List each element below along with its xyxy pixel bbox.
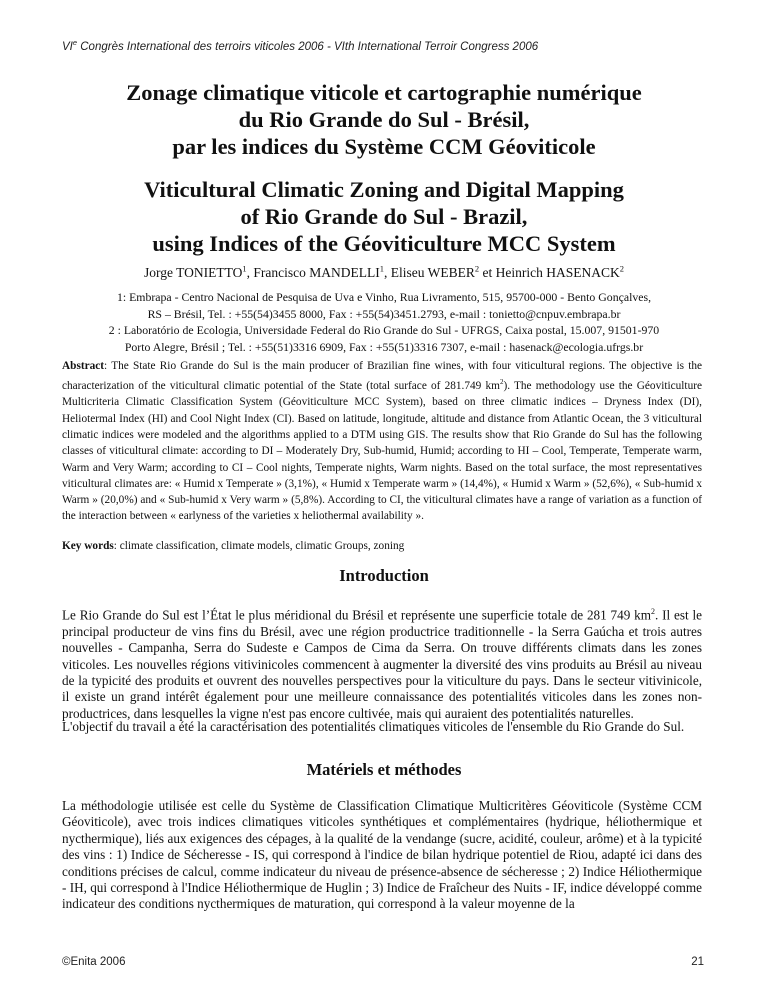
header-roman: VI — [62, 40, 73, 53]
title-fr-line: Zonage climatique viticole et cartographie numérique — [126, 80, 642, 105]
footer-copyright: ©Enita 2006 — [62, 956, 126, 968]
intro-paragraph: Le Rio Grande do Sul est l’État le plus méridional du Brésil et représente une superficie totale de 281 749 $km^2$. Il est le principal producteur de vins fins du Brésil, avec une région productrice traditionnelle - la Serra Gaúcha et trois autres nouvelles - Campanha, Serra do Sudeste e Campos de Cima da Serra. On trouve différents climats dans les zones viticoles. Les nouvelles régions vitivinicoles commencent à augmenter la diversité des vins produits au Brésil au niveau de la typicité des produits et ouvrent des nouvelles perspectives pour la viticulture du pays. Dans le secteur vitivinicole, il existe un grand intérêt également pour une meilleure connaissance des potentialités viticoles dans les zones non-productrices, dans lesquelles la vigne n'est pas encore cultivée, mais qui auraient des potentialités naturelles. — [62, 607, 702, 721]
methods-paragraph: La méthodologie utilisée est celle du Système de Classification Climatique Multicritères Géoviticole (Système CCM Géoviticole), avec trois indices climatiques viticoles synthétiques et complémentaires (hydrique, héliothermique et nycthermique), liés aux exigences des cépages, à la qualité de la vendange (sucre, acidité, couleur, arôme) et à la typicité des vins : 1) Indice de Sécheresse - IS, qui correspond à l'indice de bilan hydrique potentiel de Riou, adapté ici dans des conditions précises de calcul, comme indicateur du niveau de présence-absence de sécheresse ; 2) Indice Héliothermique - IH, qui correspond à l'Indice Héliothermique de Huglin ; 3) Indice de Fraîcheur des Nuits - IF, indice développé comme indicateur des conditions nycthermiques de maturation, qui correspond à la valeur moyenne de la — [62, 798, 702, 912]
header-ordinal: e — [72, 38, 78, 47]
title-english — [0, 176, 768, 257]
intro-paragraph: L'objectif du travail a été la caractérisation des potentialités climatiques viticoles de l'ensemble du Rio Grande do Sul. — [62, 719, 685, 734]
author: Eliseu WEBER$^2$ et — [390, 263, 496, 280]
title-en-line: using Indices of the Géoviticulture MCC System — [152, 231, 616, 256]
abstract: Abstract: The State Rio Grande do Sul is the main producer of Brazilian fine wines, with four viticultural regions. The objective is the characterization of the viticultural climatic potential of the State (total surface of 281.749 $km^2$). The methodology use the Géoviticulture Multicriteria Climatic Classification System (Géoviticulture MCC System), based on three climatic indices – Dryness Index (DI), Heliotermal Index (HI) and Cool Night Index (CI). Based on latitude, longitude, altitude and distance from Atlantic Ocean, the 3 viticultural climatic indices were modeled and the algorithms applied to a DTM using GIS. The results show that Rio Grande do Sul has the following classes of viticultural climate: according to DI – Moderately Dry, Sub-humid, Humid; according to HI – Cool, Temperate, Temperate warm, Warm and Very Warm; according to CI – Cool nights, Temperate nights, Warm nights. Based on the total surface, the most representatives viticultural climates are: « Humid x Temperate » (3,1%), « Humid x Temperate warm » (14,4%), « Humid x Warm » (52,6%), « Sub-humid x Warm » (20,0%) and « Sub-humid x Very warm » (5,8%). According to CI, the viticultural climates have a range of variation as a function of the interaction between « earlyness of the varieties x heliothermal availability ». — [62, 360, 702, 523]
author: Francisco MANDELLI$^1$, — [253, 263, 391, 280]
keywords: Key words: climate classification, climate models, climatic Groups, zoning — [62, 540, 405, 552]
author-list — [0, 263, 768, 281]
title-fr-line: par les indices du Système CCM Géoviticole — [172, 134, 596, 159]
title-french — [0, 79, 768, 160]
header-text: Congrès International des terroirs viticoles 2006 - VIth International Terroir Congress 2006 — [77, 40, 539, 53]
title-en-line: of Rio Grande do Sul - Brazil, — [240, 204, 528, 229]
title-en-line: Viticultural Climatic Zoning and Digital Mapping — [144, 177, 624, 202]
title-fr-line: du Rio Grande do Sul - Brésil, — [238, 107, 530, 132]
affiliation-2: 2 : Laboratório de Ecologia, Universidade Federal do Rio Grande do Sul - UFRGS, Caixa postal, 15.007, 91501-970 Porto Alegre, Brésil ; Tel. : +55(51)3316 6909, Fax : +55(51)3316 7307, e-mail : hasenack@ecologia.ufrgs.br — [108, 323, 660, 354]
page-number: 21 — [691, 956, 704, 968]
keywords-label: Key words — [62, 540, 114, 552]
abstract-label: Abstract — [62, 360, 105, 372]
author: Heinrich HASENACK$^2$ — [495, 263, 624, 280]
affiliation-1: 1: Embrapa - Centro Nacional de Pesquisa de Uva e Vinho, Rua Livramento, 515, 95700-000 - Bento Gonçalves, RS – Brésil, Tel. : +55(54)3455 8000, Fax : +55(54)3451.2793, e-mail : tonietto@cnpuv.embrapa.br — [116, 290, 652, 321]
author: Jorge TONIETTO$^1$, — [144, 263, 254, 280]
section-heading-methods: Matériels et méthodes — [306, 760, 462, 779]
section-heading-introduction: Introduction — [339, 566, 429, 585]
running-header — [62, 38, 538, 53]
